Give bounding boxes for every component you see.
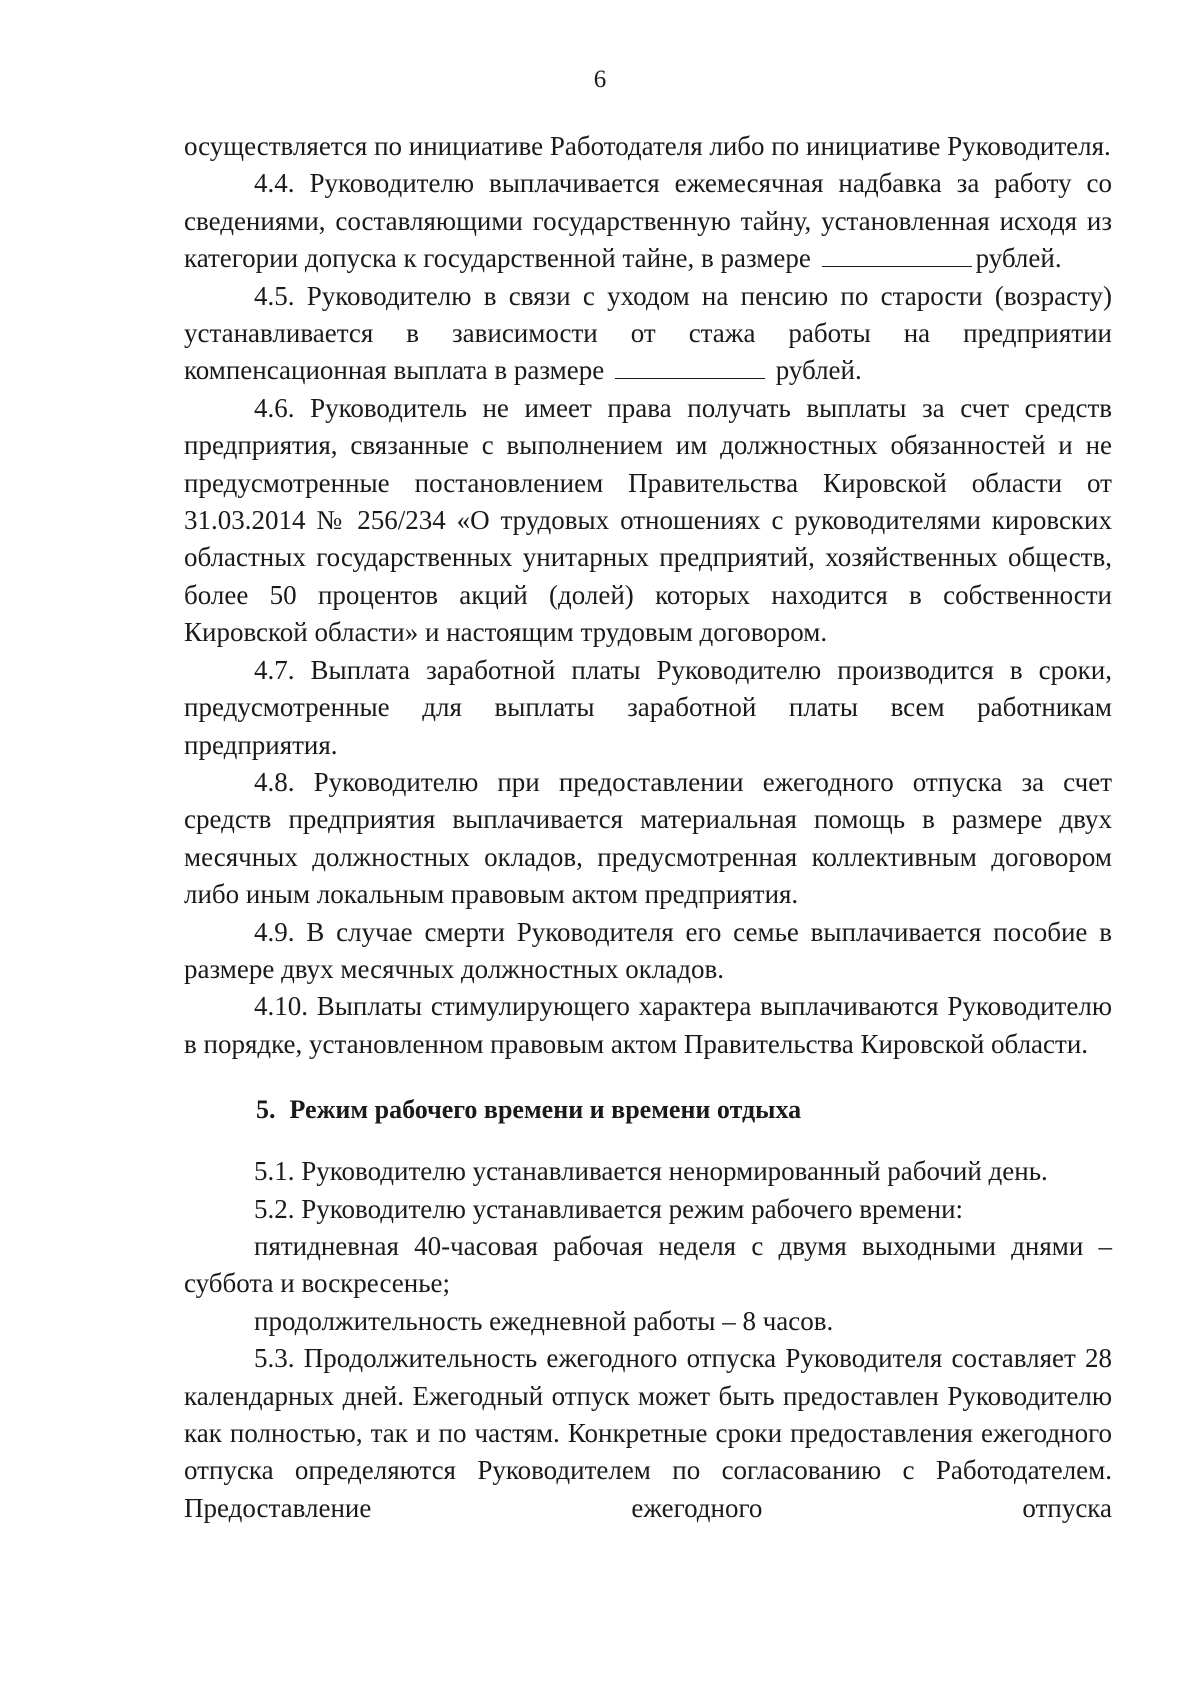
paragraph-5-2: 5.2. Руководителю устанавливается режим рабочего времени: — [254, 1193, 964, 1224]
section-5-title: Режим рабочего времени и времени отдыха — [289, 1095, 802, 1125]
paragraph-4-4 — [184, 165, 1112, 277]
paragraph-5-1: 5.1. Руководителю устанавливается ненормированный рабочий день. — [254, 1156, 1048, 1187]
page-number: 6 — [593, 66, 607, 93]
paragraph-4-5-unit: рублей. — [775, 355, 862, 386]
paragraph-4-4-unit: рублей. — [975, 243, 1062, 274]
amount-blank-field — [615, 358, 765, 379]
paragraph-4-9: 4.9. В случае смерти Руководителя его семье выплачивается пособие в размере двух месячных должностных окладов. — [184, 916, 1112, 984]
section-5-heading — [184, 1091, 1112, 1128]
paragraph-4-5 — [184, 278, 1112, 390]
paragraph-4-5-text: 4.5. Руководителю в связи с уходом на пенсию по старости (возрасту) устанавливается в зависимости от стажа работы на предприятии компенсационная выплата в размере — [184, 280, 1112, 386]
paragraph-4-8: 4.8. Руководителю при предоставлении ежегодного отпуска за счет средств предприятия выплачивается материальная помощь в размере двух месячных должностных окладов, предусмотренная коллективным договором либо иным локальным правовым актом предприятия. — [184, 766, 1112, 910]
amount-blank-field — [822, 246, 972, 267]
paragraph-5-3: 5.3. Продолжительность ежегодного отпуска Руководителя составляет 28 календарных дней. Ежегодный отпуск может быть предоставлен Руководителю как полностью, так и по частям. Конкретные сроки предоставления ежегодного отпуска определяются Руководителем по согласованию с Работодателем. Предоставление ежегодного отпуска — [184, 1343, 1112, 1523]
paragraph-4-7: 4.7. Выплата заработной платы Руководителю производится в сроки, предусмотренные для выплаты заработной платы всем работникам предприятия. — [184, 654, 1112, 760]
paragraph-continuation: осуществляется по инициативе Работодателя либо по инициативе Руководителя. — [184, 131, 1111, 161]
section-5-number: 5. — [256, 1095, 276, 1125]
document-body — [184, 128, 1112, 1527]
paragraph-5-2-workweek: пятидневная 40-часовая рабочая неделя с двумя выходными днями – суббота и воскресенье; — [184, 1230, 1112, 1299]
paragraph-4-4-text: 4.4. Руководителю выплачивается ежемесячная надбавка за работу со сведениями, составляющими государственную тайну, установленная исходя из категории допуска к государственной тайне, в размере — [184, 168, 1112, 274]
paragraph-4-10: 4.10. Выплаты стимулирующего характера выплачиваются Руководителю в порядке, установленном правовым актом Правительства Кировской области. — [184, 991, 1112, 1059]
paragraph-4-6: 4.6. Руководитель не имеет права получать выплаты за счет средств предприятия, связанные с выполнением им должностных обязанностей и не предусмотренные постановлением Правительства Кировской области от 31.03.2014 № 256/234 «О трудовых отношениях с руководителями кировских областных государственных унитарных предприятий, хозяйственных обществ, более 50 процентов акций (долей) которых находится в собственности Кировской области» и настоящим трудовым договором. — [184, 392, 1112, 648]
paragraph-5-2-workday: продолжительность ежедневной работы – 8 часов. — [254, 1305, 834, 1336]
